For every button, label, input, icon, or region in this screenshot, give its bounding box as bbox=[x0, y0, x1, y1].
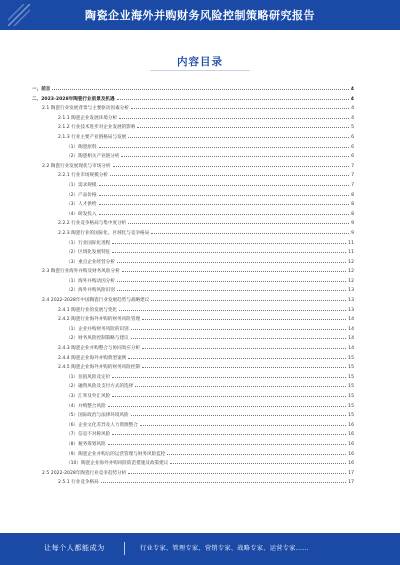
toc-dot-leader bbox=[137, 127, 349, 128]
report-title: 陶瓷企业海外并购财务风险控制策略研究报告 bbox=[85, 9, 315, 22]
toc-entry[interactable] bbox=[32, 296, 354, 306]
toc-entry-page: 16 bbox=[348, 461, 354, 467]
toc-entry[interactable] bbox=[32, 277, 354, 287]
toc-dot-leader bbox=[101, 482, 346, 483]
toc-entry[interactable] bbox=[32, 402, 354, 412]
toc-dot-leader bbox=[131, 415, 346, 416]
toc-entry[interactable] bbox=[32, 421, 354, 431]
toc-entry-page: 4 bbox=[350, 96, 354, 102]
toc-entry[interactable] bbox=[32, 478, 354, 488]
toc-entry[interactable] bbox=[32, 430, 354, 440]
toc-entry[interactable] bbox=[32, 373, 354, 383]
toc-dot-leader bbox=[135, 386, 346, 387]
toc-entry-page: 17 bbox=[348, 480, 354, 486]
toc-entry[interactable] bbox=[32, 267, 354, 277]
toc-entry-label: 2.3 陶瓷行业海外并购及财务风险分析 bbox=[42, 269, 120, 275]
toc-entry-label: （10）陶瓷企业海外并购风险防范措施及政策建议 bbox=[66, 461, 169, 467]
toc-entry-label: 2.4.4 陶瓷企业海外并购典型案例 bbox=[58, 355, 127, 361]
toc-entry-page: 14 bbox=[348, 336, 354, 342]
toc-entry-page: 17 bbox=[348, 470, 354, 476]
toc-entry[interactable] bbox=[32, 459, 354, 469]
toc-dot-leader bbox=[151, 233, 349, 234]
toc-entry[interactable] bbox=[32, 344, 354, 354]
toc-entry-page: 16 bbox=[348, 441, 354, 447]
toc-entry-page: 15 bbox=[348, 384, 354, 390]
toc-entry-page: 12 bbox=[348, 259, 354, 265]
toc-entry[interactable] bbox=[32, 306, 354, 316]
toc-entry-page: 11 bbox=[348, 240, 354, 246]
toc-dot-leader bbox=[108, 406, 346, 407]
toc-entry-label: （5）国际政治与法律环境风险 bbox=[66, 413, 129, 419]
toc-entry[interactable] bbox=[32, 363, 354, 373]
toc-entry-label: （4）并购整合风险 bbox=[66, 403, 106, 409]
toc-entry-label: 2.4.1 陶瓷行业的发展与变化 bbox=[58, 307, 118, 313]
toc-dot-leader bbox=[99, 214, 350, 215]
toc-entry-page: 7 bbox=[351, 182, 354, 188]
toc-dot-leader bbox=[113, 166, 350, 167]
toc-entry[interactable] bbox=[32, 440, 354, 450]
toc-entry-label: 2.4.5 陶瓷企业海外并购的财务风险控制 bbox=[58, 365, 141, 371]
toc-dot-leader bbox=[121, 156, 349, 157]
toc-dot-leader bbox=[99, 185, 350, 186]
toc-entry[interactable] bbox=[32, 152, 354, 162]
toc-dot-leader bbox=[119, 118, 349, 119]
toc-dot-leader bbox=[112, 377, 346, 378]
toc-entry-page: 15 bbox=[348, 413, 354, 419]
toc-entry-label: 2.1.2 行业技术进步对企业发展的影响 bbox=[58, 125, 136, 131]
toc-entry-page: 6 bbox=[351, 144, 354, 150]
toc-dot-leader bbox=[99, 195, 350, 196]
toc-entry[interactable] bbox=[32, 123, 354, 133]
toc-dot-leader bbox=[99, 204, 350, 205]
toc-entry-page: 16 bbox=[348, 451, 354, 457]
toc-entry-page: 4 bbox=[351, 115, 354, 121]
toc-entry-page: 12 bbox=[348, 278, 354, 284]
toc-entry[interactable] bbox=[32, 392, 354, 402]
toc-dot-leader bbox=[117, 281, 346, 282]
table-of-contents bbox=[32, 85, 354, 488]
footer-tagline: 行业专家、管理专家、营销专家、战略专家、运营专家…… bbox=[140, 545, 309, 552]
toc-entry-page: 6 bbox=[351, 134, 354, 140]
toc-entry-label: 2.4.3 陶瓷企业并购整合与协同效应分析 bbox=[58, 346, 141, 352]
footer-slogan: 让每个人都能成为 bbox=[44, 544, 105, 552]
toc-entry[interactable] bbox=[32, 258, 354, 268]
toc-entry-label: （1）需求规模 bbox=[66, 182, 97, 188]
toc-entry-page: 11 bbox=[348, 250, 354, 256]
toc-entry[interactable] bbox=[32, 354, 354, 364]
toc-dot-leader bbox=[112, 252, 346, 253]
toc-entry-label: （9）陶瓷企业并购后的运营管理与财务风险监控 bbox=[66, 451, 166, 457]
toc-dot-leader bbox=[131, 329, 346, 330]
toc-entry-page: 7 bbox=[351, 163, 354, 169]
toc-entry[interactable] bbox=[32, 210, 354, 220]
toc-dot-leader bbox=[117, 262, 346, 263]
toc-entry-label: （3）重点企业经营分析 bbox=[66, 259, 115, 265]
toc-entry-label: 2.2.3 陶瓷行业的国际化、区域化与竞争格局 bbox=[58, 230, 150, 236]
toc-dot-leader bbox=[119, 310, 346, 311]
toc-entry-label: （2）陶瓷相关产业链分析 bbox=[66, 154, 120, 160]
toc-entry[interactable] bbox=[32, 219, 354, 229]
toc-entry-page: 5 bbox=[351, 125, 354, 131]
toc-entry[interactable] bbox=[32, 411, 354, 421]
toc-dot-leader bbox=[142, 367, 346, 368]
toc-entry-label: 2.2.1 行业市场规模分析 bbox=[58, 173, 108, 179]
toc-entry-label: （3）汇率及外汇风险 bbox=[66, 394, 111, 399]
toc-entry[interactable] bbox=[32, 171, 354, 181]
toc-entry[interactable] bbox=[32, 469, 354, 479]
toc-entry[interactable] bbox=[32, 450, 354, 460]
toc-entry-label: （2）海外并购风险识别 bbox=[66, 288, 115, 294]
toc-dot-leader bbox=[128, 137, 349, 138]
toc-entry-page: 8 bbox=[351, 211, 354, 217]
toc-entry-label: 2.5 2022-2028年陶瓷行业竞争趋势分析 bbox=[42, 470, 127, 476]
toc-entry-label: 2.4 2022-2028年中国陶瓷行业发展趋势与战略建议 bbox=[42, 298, 150, 304]
toc-entry-page: 15 bbox=[348, 365, 354, 371]
toc-entry[interactable] bbox=[32, 85, 354, 95]
toc-dot-leader bbox=[128, 358, 346, 359]
toc-entry-label: （1）估值风险及定价 bbox=[66, 374, 111, 380]
toc-entry-label: 一、前言 bbox=[32, 87, 51, 92]
toc-dot-leader bbox=[142, 319, 346, 320]
toc-entry[interactable] bbox=[32, 95, 354, 105]
toc-entry[interactable] bbox=[32, 286, 354, 296]
toc-entry-page: 15 bbox=[348, 355, 354, 361]
toc-heading: 内容目录 bbox=[177, 56, 223, 68]
toc-entry-label: 2.2 陶瓷行业发展现状与市场分析 bbox=[42, 163, 111, 169]
toc-entry-label: 2.4.2 陶瓷行业海外并购的财务风险管理 bbox=[58, 317, 141, 323]
toc-dot-leader bbox=[122, 271, 346, 272]
toc-dot-leader bbox=[128, 223, 349, 224]
footer-divider bbox=[124, 542, 125, 555]
toc-entry-label: （2）财务风险控制策略与建议 bbox=[66, 336, 129, 342]
toc-entry-page: 13 bbox=[348, 288, 354, 294]
toc-entry-page: 13 bbox=[348, 298, 354, 304]
toc-entry[interactable] bbox=[32, 325, 354, 335]
toc-entry-label: 2.2.2 行业竞争格局与集中度分析 bbox=[58, 221, 127, 227]
toc-entry[interactable] bbox=[32, 143, 354, 153]
toc-entry-page: 6 bbox=[351, 154, 354, 160]
toc-dot-leader bbox=[112, 396, 346, 397]
toc-entry-label: （4）研发投入 bbox=[66, 211, 97, 217]
toc-entry-label: 2.1.3 行业主要产业链格局与发展 bbox=[58, 134, 127, 140]
toc-entry-label: （1）行业国际化进程 bbox=[66, 240, 111, 246]
report-header bbox=[0, 0, 400, 30]
toc-entry[interactable] bbox=[32, 162, 354, 172]
toc-entry[interactable] bbox=[32, 248, 354, 258]
toc-dot-leader bbox=[117, 99, 349, 100]
toc-entry-label: 2.1 陶瓷行业发展背景与主要驱动因素分析 bbox=[42, 106, 129, 112]
toc-entry[interactable] bbox=[32, 104, 354, 114]
toc-entry-page: 4 bbox=[350, 87, 354, 92]
toc-entry[interactable] bbox=[32, 334, 354, 344]
toc-entry-label: 二、2023-2028年陶瓷行业前景及机遇 bbox=[32, 96, 115, 102]
toc-entry[interactable] bbox=[32, 200, 354, 210]
toc-dot-leader bbox=[128, 473, 346, 474]
report-footer bbox=[0, 533, 400, 565]
toc-entry[interactable] bbox=[32, 191, 354, 201]
toc-entry-label: 2.1.1 陶瓷企业发展环境分析 bbox=[58, 115, 118, 121]
toc-entry[interactable] bbox=[32, 133, 354, 143]
toc-entry-label: （1）企业并购财务风险的识别 bbox=[66, 326, 129, 332]
toc-entry-page: 8 bbox=[351, 192, 354, 198]
toc-entry-label: （7）信息不对称风险 bbox=[66, 432, 111, 438]
toc-entry-page: 14 bbox=[348, 346, 354, 352]
toc-dot-leader bbox=[140, 425, 346, 426]
toc-entry-page: 12 bbox=[348, 269, 354, 275]
toc-entry-page: 16 bbox=[348, 422, 354, 428]
toc-dot-leader bbox=[131, 338, 346, 339]
toc-entry-page: 9 bbox=[351, 230, 354, 236]
toc-entry-page: 9 bbox=[351, 221, 354, 227]
toc-entry[interactable] bbox=[32, 239, 354, 249]
toc-entry-page: 4 bbox=[351, 106, 354, 112]
toc-entry-page: 15 bbox=[348, 374, 354, 380]
toc-entry-label: （1）海外并购动因分析 bbox=[66, 278, 115, 284]
toc-entry-label: （2）区域化发展特征 bbox=[66, 250, 111, 256]
toc-entry[interactable] bbox=[32, 382, 354, 392]
toc-entry-label: 2.5.1 行业竞争格局 bbox=[58, 480, 99, 486]
toc-dot-leader bbox=[108, 444, 346, 445]
toc-entry-page: 16 bbox=[348, 432, 354, 438]
toc-entry-page: 15 bbox=[348, 394, 354, 399]
toc-dot-leader bbox=[112, 243, 346, 244]
toc-entry-page: 14 bbox=[348, 317, 354, 323]
toc-dot-leader bbox=[131, 108, 349, 109]
toc-dot-leader bbox=[142, 348, 346, 349]
toc-entry[interactable] bbox=[32, 181, 354, 191]
toc-dot-leader bbox=[151, 300, 346, 301]
toc-entry-page: 15 bbox=[348, 403, 354, 409]
toc-entry[interactable] bbox=[32, 229, 354, 239]
toc-entry-page: 14 bbox=[348, 326, 354, 332]
toc-heading-divider bbox=[150, 70, 250, 71]
toc-dot-leader bbox=[112, 434, 346, 435]
toc-entry-label: （2）融资风险及支付方式的选择 bbox=[66, 384, 134, 390]
toc-entry-page: 7 bbox=[351, 173, 354, 179]
toc-dot-leader bbox=[117, 290, 346, 291]
toc-entry-label: （1）陶瓷原料 bbox=[66, 144, 97, 150]
toc-dot-leader bbox=[110, 175, 349, 176]
toc-entry[interactable] bbox=[32, 315, 354, 325]
toc-entry-page: 8 bbox=[351, 202, 354, 208]
toc-entry-label: （8）税务筹划风险 bbox=[66, 441, 106, 447]
toc-entry-label: （2）产品价格 bbox=[66, 192, 97, 198]
toc-entry-page: 13 bbox=[348, 307, 354, 313]
toc-dot-leader bbox=[99, 147, 350, 148]
toc-dot-leader bbox=[52, 89, 348, 90]
toc-dot-leader bbox=[170, 463, 346, 464]
toc-entry[interactable] bbox=[32, 114, 354, 124]
toc-entry-label: （6）企业文化差异及人力资源整合 bbox=[66, 422, 138, 428]
toc-entry-label: （3）人才供给 bbox=[66, 202, 97, 208]
toc-dot-leader bbox=[167, 454, 346, 455]
